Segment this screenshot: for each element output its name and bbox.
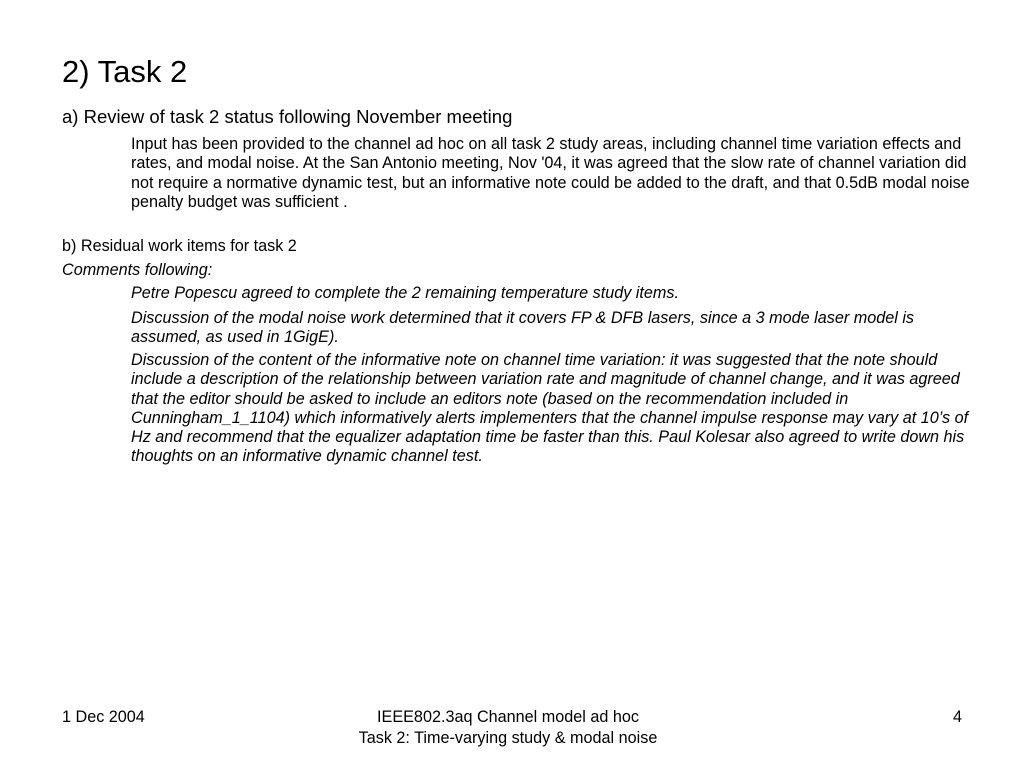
page-number: 4 <box>953 708 963 726</box>
section-a-heading: a) Review of task 2 status following November meeting <box>62 106 513 127</box>
comment-item: Discussion of the content of the informative note on channel time variation: it was suggested that the note should include a description of the relationship between variation rate and magnitude of channel change, and it was agreed that the editor should be asked to include an editors note (based on the recommendation included in Cunningham_1_1104) which informatively alerts implementers that the channel impulse response may vary at 10’s of Hz and recommend that the equalizer adaptation time be faster than this. Paul Kolesar also agreed to write down his thoughts on an informative dynamic channel test. <box>131 351 969 466</box>
comment-item: Discussion of the modal noise work determined that it covers FP & DFB lasers, since a 3 mode laser model is assumed, as used in 1GigE). <box>131 309 915 347</box>
section-b-heading: b) Residual work items for task 2 <box>62 237 297 255</box>
comments-heading: Comments following: <box>62 261 213 279</box>
section-a-paragraph: Input has been provided to the channel ad hoc on all task 2 study areas, including channel time variation effects and rates, and modal noise. At the San Antonio meeting, Nov '04, it was agreed that the slow rate of channel variation did not require a normative dynamic test, but an informative note could be added to the draft, and that 0.5dB modal noise penalty budget was sufficient . <box>131 135 970 211</box>
slide-title: 2) Task 2 <box>62 54 188 89</box>
comment-item: Petre Popescu agreed to complete the 2 remaining temperature study items. <box>131 284 679 302</box>
footer-date: 1 Dec 2004 <box>62 708 145 726</box>
footer-center-line1: IEEE802.3aq Channel model ad hoc <box>377 708 639 726</box>
footer-center-line2: Task 2: Time-varying study & modal noise <box>358 729 658 747</box>
footer-center <box>258 707 758 749</box>
